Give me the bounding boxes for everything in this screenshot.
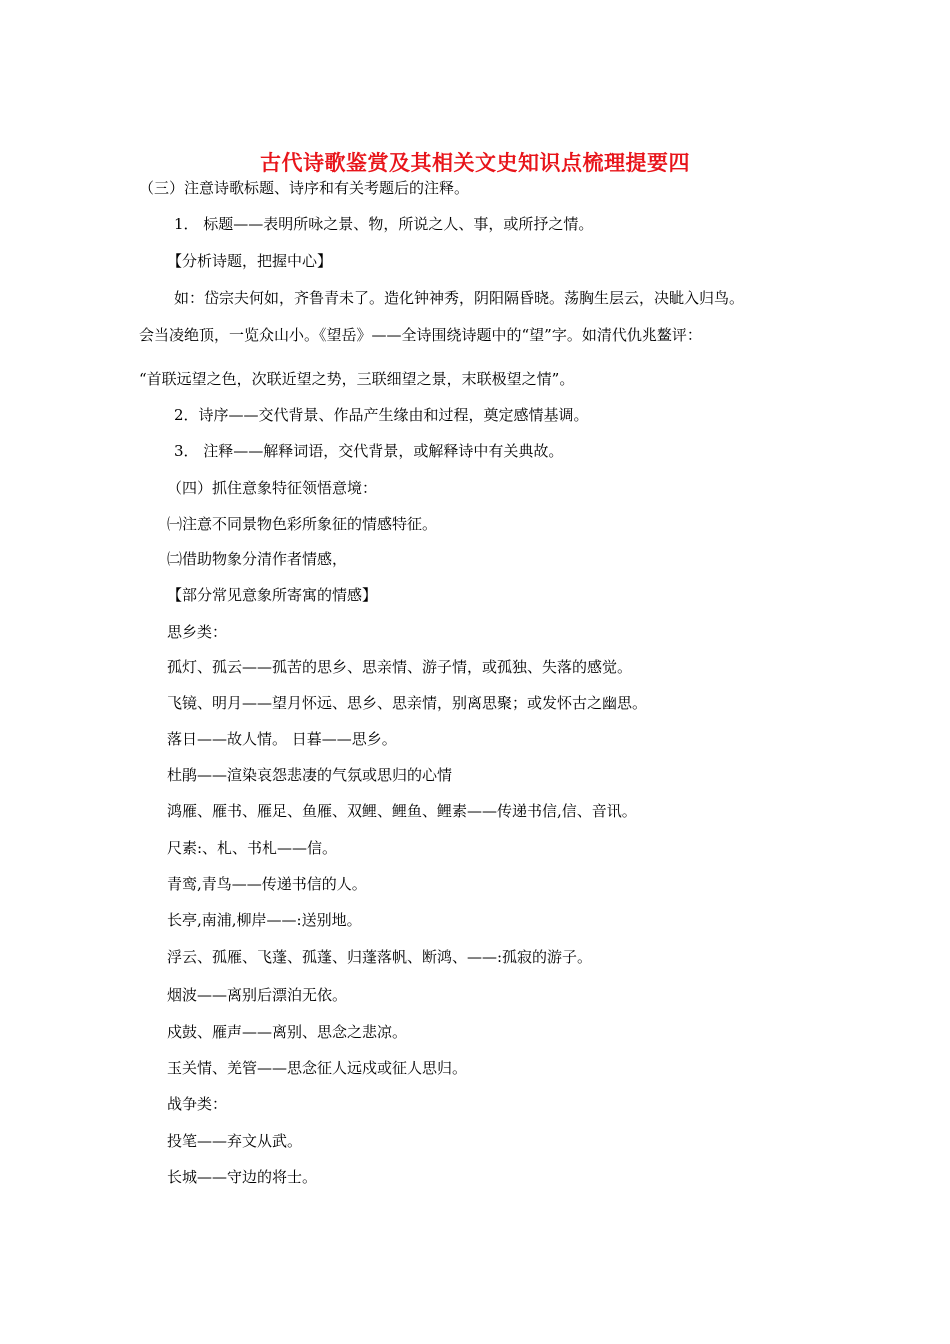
example-line-2: 会当凌绝顶，一览众山小。《望岳》——全诗围绕诗题中的“望”字。如清代仇兆鳌评： [139, 326, 702, 344]
item-2-preface-note: 2．诗序——交代背景、作品产生缘由和过程，奠定感情基调。 [174, 406, 589, 424]
list-item: 戍鼓、雁声——离别、思念之悲凉。 [167, 1023, 408, 1041]
list-item: 尺素:、札、书札——信。 [167, 839, 338, 857]
homesick-heading: 思乡类： [167, 623, 228, 641]
analysis-heading: 【分析诗题，把握中心】 [167, 252, 333, 270]
list-item: 青鸾,青鸟——传递书信的人。 [167, 875, 367, 893]
list-item: 浮云、孤雁、飞蓬、孤蓬、归蓬落帆、断鸿、——:孤寂的游子。 [167, 948, 593, 966]
document-title: 古代诗歌鉴赏及其相关文史知识点梳理提要四 [260, 150, 690, 175]
list-item: 烟波——离别后漂泊无依。 [167, 986, 348, 1004]
list-item: 长城——守边的将士。 [167, 1168, 318, 1186]
list-item: 长亭,南浦,柳岸——:送别地。 [167, 911, 362, 929]
point-2: ㈡借助物象分清作者情感， [167, 550, 348, 568]
item-3-annotation-note: 3． 注释——解释词语，交代背景，或解释诗中有关典故。 [174, 442, 564, 460]
list-item: 飞镜、明月——望月怀远、思乡、思亲情，别离思聚；或发怀古之幽思。 [167, 694, 648, 712]
list-item: 投笔——弃文从武。 [167, 1132, 303, 1150]
example-line-3: “首联远望之色，次联近望之势，三联细望之景，末联极望之情”。 [139, 370, 575, 388]
section-4-heading: （四）抓住意象特征领悟意境： [167, 479, 378, 497]
list-item: 落日——故人情。 日暮——思乡。 [167, 730, 397, 748]
list-item: 杜鹃——渲染哀怨悲凄的气氛或思归的心情 [167, 766, 453, 784]
item-1-title-note: 1． 标题——表明所咏之景、物，所说之人、事，或所抒之情。 [174, 215, 594, 233]
list-item: 玉关情、羌管——思念征人远戍或征人思归。 [167, 1059, 468, 1077]
point-1: ㈠注意不同景物色彩所象征的情感特征。 [167, 515, 438, 533]
list-item: 孤灯、孤云——孤苦的思乡、思亲情、游子情，或孤独、失落的感觉。 [167, 658, 633, 676]
section-3-heading: （三）注意诗歌标题、诗序和有关考题后的注释。 [139, 179, 470, 197]
war-heading: 战争类： [167, 1095, 228, 1113]
list-item: 鸿雁、雁书、雁足、鱼雁、双鲤、鲤鱼、鲤素——传递书信,信、音讯。 [167, 802, 637, 820]
example-line-1: 如：岱宗夫何如，齐鲁青未了。造化钟神秀，阴阳隔昏晓。荡胸生层云，决眦入归鸟。 [174, 289, 745, 307]
imagery-heading: 【部分常见意象所寄寓的情感】 [167, 586, 378, 604]
